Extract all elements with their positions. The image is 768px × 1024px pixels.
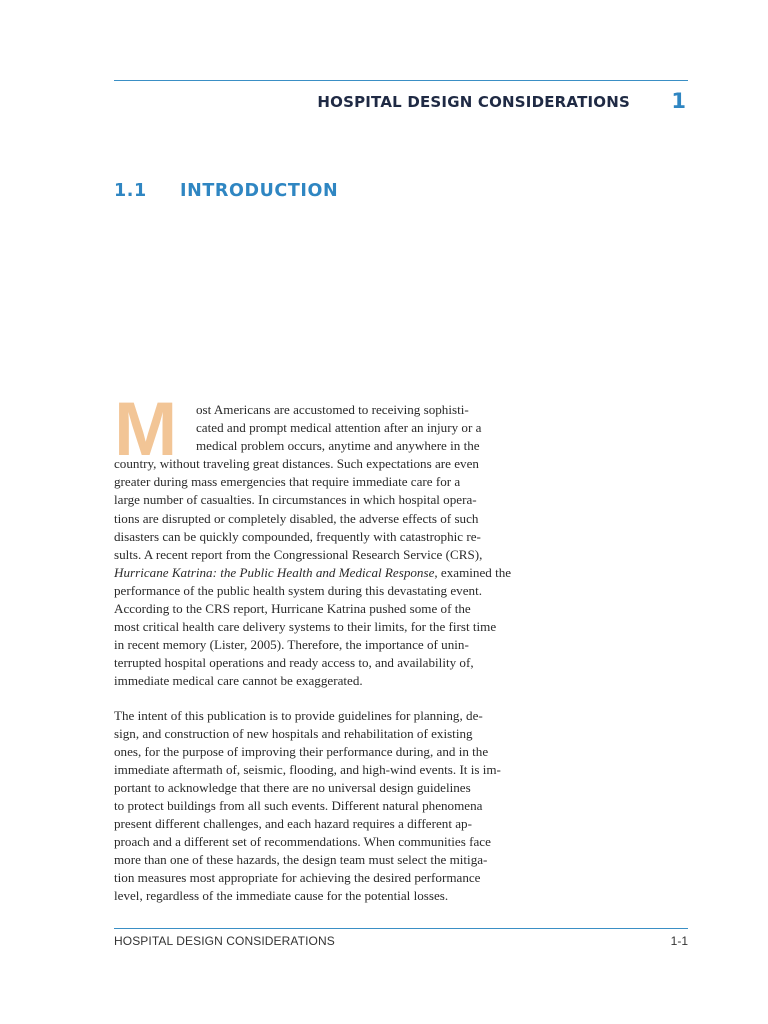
section-title: INTRODUCTION (180, 181, 339, 201)
paragraph-2 (114, 707, 544, 906)
cited-report-suffix: , examined the (434, 564, 512, 580)
text-line: cated and prompt medical attention after an injury or a (196, 420, 482, 436)
footer-title: HOSPITAL DESIGN CONSIDERATIONS (114, 934, 335, 948)
text-line: sults. A recent report from the Congressional Research Service (CRS), (114, 546, 483, 562)
text-line: sign, and construction of new hospitals and rehabilitation of existing (114, 725, 473, 741)
text-line: performance of the public health system during this devastating event. (114, 582, 482, 598)
paragraph-1 (114, 401, 544, 691)
text-line: more than one of these hazards, the design team must select the mitiga- (114, 852, 488, 868)
section-heading (114, 181, 338, 201)
footer-rule (114, 928, 688, 929)
text-line: tions are disrupted or completely disabled, the adverse effects of such (114, 510, 479, 526)
text-line: ost Americans are accustomed to receiving sophisti- (196, 402, 469, 417)
drop-cap: M (114, 387, 178, 472)
text-line: tion measures most appropriate for achieving the desired performance (114, 870, 481, 886)
text-line: ones, for the purpose of improving their performance during, and in the (114, 743, 489, 759)
chapter-title: HOSPITAL DESIGN CONSIDERATIONS (317, 93, 630, 111)
text-line: greater during mass emergencies that require immediate care for a (114, 474, 461, 490)
text-line: in recent memory (Lister, 2005). Therefore, the importance of unin- (114, 637, 469, 653)
text-line: country, without traveling great distances. Such expectations are even (114, 456, 479, 472)
chapter-number: 1 (671, 89, 686, 113)
body-text (114, 401, 544, 906)
text-line: proach and a different set of recommendations. When communities face (114, 834, 491, 850)
text-line: level, regardless of the immediate cause for the potential losses. (114, 888, 449, 904)
section-number: 1.1 (114, 181, 147, 201)
text-line: present different challenges, and each hazard requires a different ap- (114, 816, 472, 832)
cited-report-title: Hurricane Katrina: the Public Health and Medical Response (114, 564, 435, 580)
text-line: immediate aftermath of, seismic, flooding, and high-wind events. It is im- (114, 761, 501, 777)
page-number: 1-1 (670, 934, 688, 948)
text-line: most critical health care delivery systems to their limits, for the first time (114, 619, 497, 635)
text-line: large number of casualties. In circumstances in which hospital opera- (114, 492, 477, 508)
text-line: to protect buildings from all such events. Different natural phenomena (114, 797, 483, 813)
text-line: medical problem occurs, anytime and anywhere in the (196, 438, 480, 454)
text-line (114, 564, 544, 582)
header-rule (114, 80, 688, 81)
text-line: immediate medical care cannot be exaggerated. (114, 673, 363, 689)
text-line: The intent of this publication is to provide guidelines for planning, de- (114, 707, 483, 723)
text-line: According to the CRS report, Hurricane Katrina pushed some of the (114, 601, 471, 617)
text-line: disasters can be quickly compounded, frequently with catastrophic re- (114, 528, 481, 544)
text-line: terrupted hospital operations and ready access to, and availability of, (114, 655, 474, 671)
text-line: portant to acknowledge that there are no universal design guidelines (114, 779, 471, 795)
